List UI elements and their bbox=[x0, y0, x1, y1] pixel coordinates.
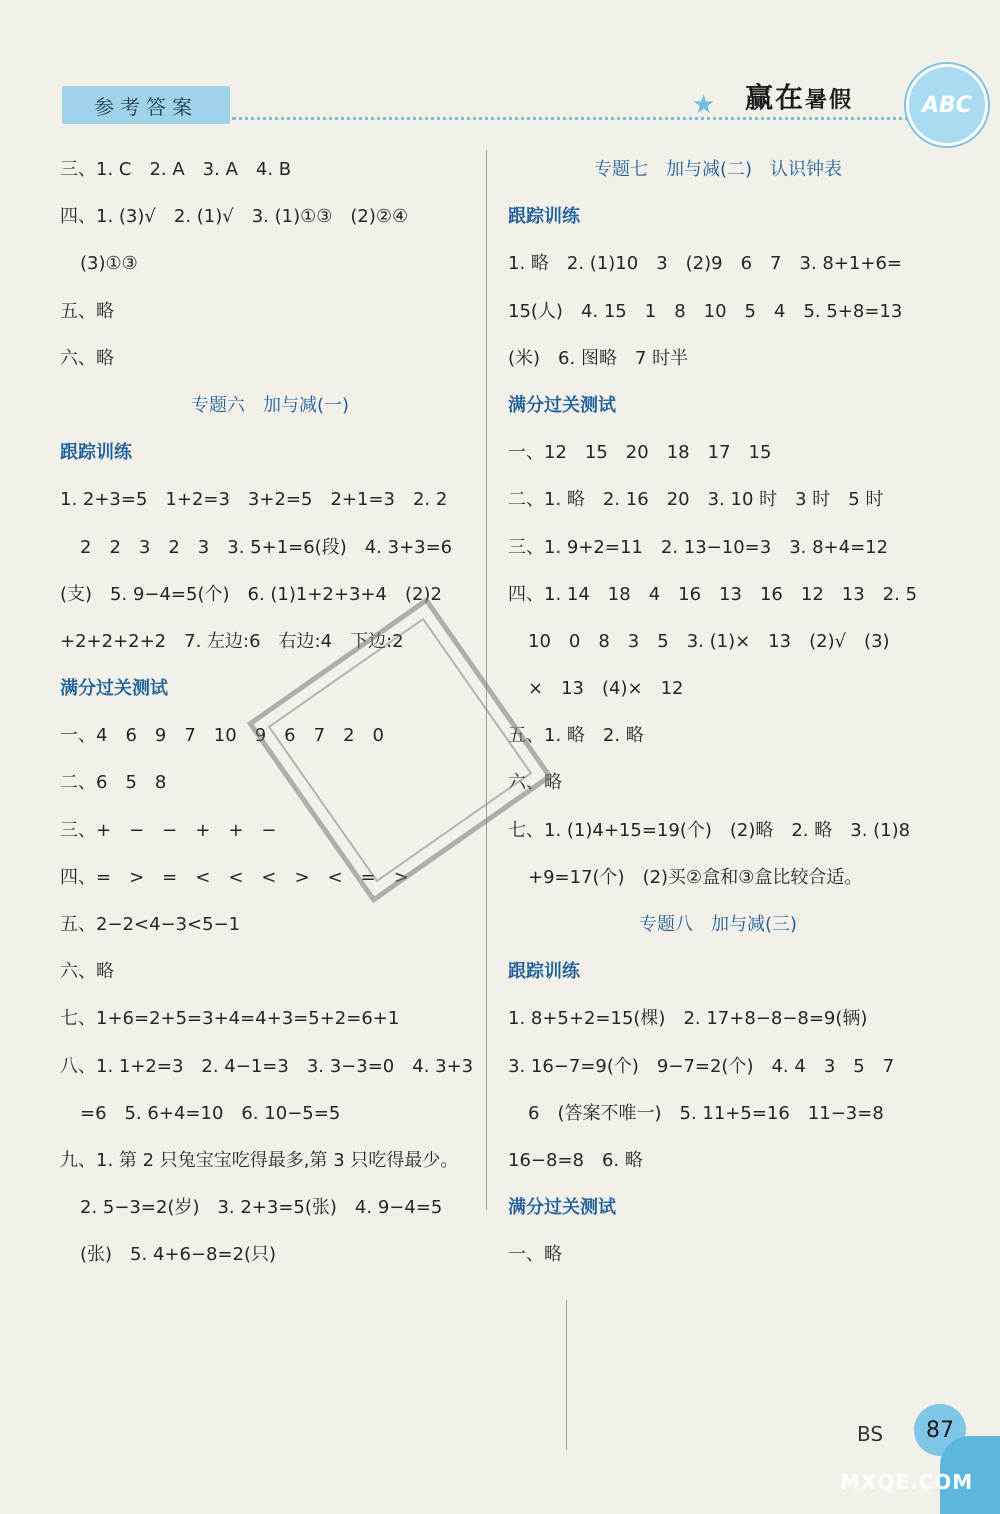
answer-line: 五、略 bbox=[60, 300, 114, 322]
answer-line: 六、略 bbox=[60, 347, 114, 369]
answer-line: 三、1. C 2. A 3. A 4. B bbox=[60, 159, 292, 180]
subsection-heading: 满分过关测试 bbox=[508, 1197, 616, 1219]
answer-line: 五、2−2<4−3<5−1 bbox=[60, 914, 241, 935]
answer-line: 二、6 5 8 bbox=[60, 772, 167, 794]
answer-line: 一、略 bbox=[508, 1244, 562, 1266]
answer-line: (米) 6. 图略 7 时半 bbox=[508, 347, 689, 369]
answer-line: 五、1. 略 2. 略 bbox=[508, 725, 644, 747]
answer-line: 四、1. (3)√ 2. (1)√ 3. (1)①③ (2)②④ bbox=[60, 206, 409, 228]
answer-line: 七、1+6=2+5=3+4=4+3=5+2=6+1 bbox=[60, 1008, 400, 1030]
answer-line: 二、1. 略 2. 16 20 3. 10 时 3 时 5 时 bbox=[508, 489, 884, 511]
section-label-bar bbox=[62, 86, 230, 124]
brand-main: 赢在 bbox=[745, 81, 806, 114]
answer-line: × 13 (4)× 12 bbox=[528, 678, 684, 700]
answer-line: 七、1. (1)4+15=19(个) (2)略 2. 略 3. (1)8 bbox=[508, 819, 911, 841]
header-dotted-rule bbox=[232, 117, 922, 120]
answer-line: +2+2+2+2 7. 左边:6 右边:4 下边:2 bbox=[60, 630, 404, 652]
star-icon: ★ bbox=[692, 90, 716, 120]
answer-line: 10 0 8 3 5 3. (1)× 13 (2)√ (3) bbox=[528, 630, 890, 652]
subsection-heading: 跟踪训练 bbox=[508, 961, 580, 983]
answer-line: =6 5. 6+4=10 6. 10−5=5 bbox=[80, 1102, 341, 1124]
column-divider bbox=[486, 150, 487, 1210]
section-label: 参考答案 bbox=[94, 94, 198, 119]
answer-line: 15(人) 4. 15 1 8 10 5 4 5. 5+8=13 bbox=[508, 300, 903, 322]
answer-line: 3. 16−7=9(个) 9−7=2(个) 4. 4 3 5 7 bbox=[508, 1055, 895, 1077]
subsection-heading: 满分过关测试 bbox=[60, 678, 168, 700]
answer-line: (3)①③ bbox=[80, 253, 138, 275]
watermark: MXQE.COM bbox=[840, 1470, 974, 1494]
answer-line: 2. 5−3=2(岁) 3. 2+3=5(张) 4. 9−4=5 bbox=[80, 1197, 443, 1219]
answer-line: 六、略 bbox=[508, 772, 562, 794]
answer-line: 六、略 bbox=[60, 961, 114, 983]
subsection-heading: 跟踪训练 bbox=[60, 442, 132, 464]
answer-line: 1. 2+3=5 1+2=3 3+2=5 2+1=3 2. 2 bbox=[60, 489, 448, 511]
column-divider-lower bbox=[566, 1300, 567, 1450]
answer-line: 四、1. 14 18 4 16 13 16 12 13 2. 5 bbox=[508, 583, 918, 605]
answer-line: 一、12 15 20 18 17 15 bbox=[508, 442, 772, 464]
brand-title bbox=[745, 76, 853, 116]
answer-line: (支) 5. 9−4=5(个) 6. (1)1+2+3+4 (2)2 bbox=[60, 583, 442, 605]
brand-sub: 暑假 bbox=[805, 88, 854, 113]
right-column bbox=[508, 146, 928, 1279]
answer-line: 三、+ − − + + − bbox=[60, 819, 277, 841]
subsection-heading: 满分过关测试 bbox=[508, 394, 616, 416]
answer-line: 三、1. 9+2=11 2. 13−10=3 3. 8+4=12 bbox=[508, 536, 889, 558]
subsection-heading: 跟踪训练 bbox=[508, 206, 580, 228]
answer-line: 1. 略 2. (1)10 3 (2)9 6 7 3. 8+1+6= bbox=[508, 253, 902, 275]
abc-badge-icon bbox=[906, 64, 988, 146]
section-title: 专题六 加与减(一) bbox=[190, 394, 350, 416]
answer-line: 四、= > = < < < > < = > bbox=[60, 866, 409, 888]
answer-line: 1. 8+5+2=15(棵) 2. 17+8−8−8=9(辆) bbox=[508, 1008, 868, 1030]
badge-text: ABC bbox=[922, 92, 972, 118]
answer-line: 九、1. 第 2 只兔宝宝吃得最多,第 3 只吃得最少。 bbox=[60, 1149, 459, 1171]
answer-line: 2 2 3 2 3 3. 5+1=6(段) 4. 3+3=6 bbox=[80, 536, 453, 558]
section-title: 专题七 加与减(二) 认识钟表 bbox=[593, 159, 843, 180]
answer-line: +9=17(个) (2)买②盒和③盒比较合适。 bbox=[528, 866, 863, 888]
answer-line: 6 (答案不唯一) 5. 11+5=16 11−3=8 bbox=[528, 1102, 884, 1124]
edition-code: BS bbox=[857, 1422, 884, 1446]
answer-line: 八、1. 1+2=3 2. 4−1=3 3. 3−3=0 4. 3+3 bbox=[60, 1055, 474, 1077]
answer-line: 16−8=8 6. 略 bbox=[508, 1149, 643, 1171]
answer-line: 一、4 6 9 7 10 9 6 7 2 0 bbox=[60, 725, 384, 747]
page-number: 87 bbox=[926, 1417, 954, 1443]
answer-line: (张) 5. 4+6−8=2(只) bbox=[80, 1244, 277, 1266]
section-title: 专题八 加与减(三) bbox=[638, 914, 798, 935]
